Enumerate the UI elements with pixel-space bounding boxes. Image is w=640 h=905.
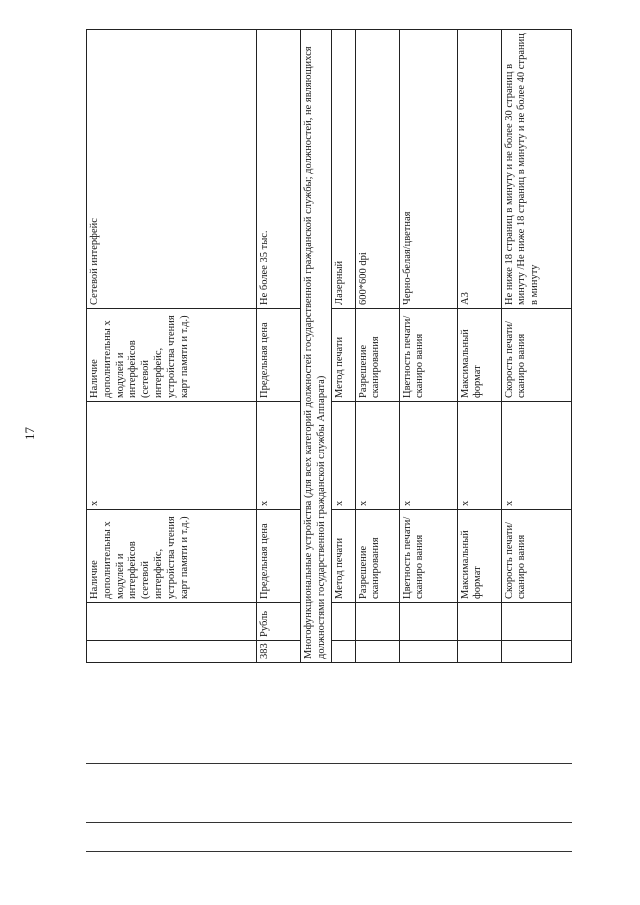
cell-num	[87, 641, 257, 663]
cell-value: Черно-белая/цветная	[399, 30, 457, 309]
cell-param: Предельная цена	[257, 309, 301, 402]
cell-value: А3	[457, 30, 501, 309]
table-row	[501, 30, 571, 663]
cell-param: Скорость печати/сканиро вания	[501, 309, 571, 402]
cell-value: Не ниже 18 страниц в минуту и не более 30 страниц в минуту /Не ниже 18 страниц в минуту и не более 40 страниц в минуту	[501, 30, 571, 309]
cell-value: Не более 35 тыс.	[257, 30, 301, 309]
cell-unit	[87, 603, 257, 641]
cell-mark: х	[331, 402, 355, 510]
cell-param: Максимальный формат	[457, 309, 501, 402]
cell-num	[331, 641, 355, 663]
cell-num	[399, 641, 457, 663]
cell-num	[457, 641, 501, 663]
cell-num: 383	[257, 641, 301, 663]
cell-unit	[457, 603, 501, 641]
cell-value: Сетевой интерфейс	[87, 30, 257, 309]
cell-param: Метод печати	[331, 510, 355, 603]
cell-num	[355, 641, 399, 663]
cell-param: Разрешение сканирования	[355, 309, 399, 402]
divider	[86, 851, 572, 852]
table-row	[355, 30, 399, 663]
cell-value: 600*600 dpi	[355, 30, 399, 309]
cell-mark: х	[257, 402, 301, 510]
cell-unit	[355, 603, 399, 641]
cell-unit	[501, 603, 571, 641]
cell-param: Цветность печати/сканиро вания	[399, 309, 457, 402]
cell-mark: х	[457, 402, 501, 510]
cell-param: Наличие дополнительны х модулей и интерфейсов (сетевой интерфейс, устройства чтения карт памяти и т.д.)	[87, 309, 257, 402]
table-row	[399, 30, 457, 663]
cell-value: Лазерный	[331, 30, 355, 309]
rotated-table-block	[86, 30, 569, 663]
page-number: 17	[22, 427, 37, 440]
divider	[86, 822, 572, 823]
cell-mark: х	[399, 402, 457, 510]
cell-param: Наличие дополнительны х модулей и интерфейсов (сетевой интерфейс, устройства чтения карт памяти и т.д.)	[87, 510, 257, 603]
cell-mark: х	[355, 402, 399, 510]
section-title: Многофункциональные устройства (для всех категорий должностей государственной гражданской службы; должностей, не являющихся должностями государственной гражданской службы Аппарата)	[301, 30, 332, 663]
table-row	[87, 30, 257, 663]
cell-param: Метод печати	[331, 309, 355, 402]
divider	[86, 763, 572, 764]
cell-mark: х	[501, 402, 571, 510]
cell-param: Разрешение сканирования	[355, 510, 399, 603]
cell-param: Скорость печати/сканиро вания	[501, 510, 571, 603]
cell-param: Максимальный формат	[457, 510, 501, 603]
cell-param: Цветность печати/сканиро вания	[399, 510, 457, 603]
table-row	[331, 30, 355, 663]
cell-unit	[399, 603, 457, 641]
cell-mark: х	[87, 402, 257, 510]
table-row	[257, 30, 301, 663]
cell-num	[501, 641, 571, 663]
spec-table	[86, 29, 572, 663]
table-row	[457, 30, 501, 663]
cell-param: Предельная цена	[257, 510, 301, 603]
cell-unit	[331, 603, 355, 641]
cell-unit: Рубль	[257, 603, 301, 641]
section-row	[301, 30, 332, 663]
